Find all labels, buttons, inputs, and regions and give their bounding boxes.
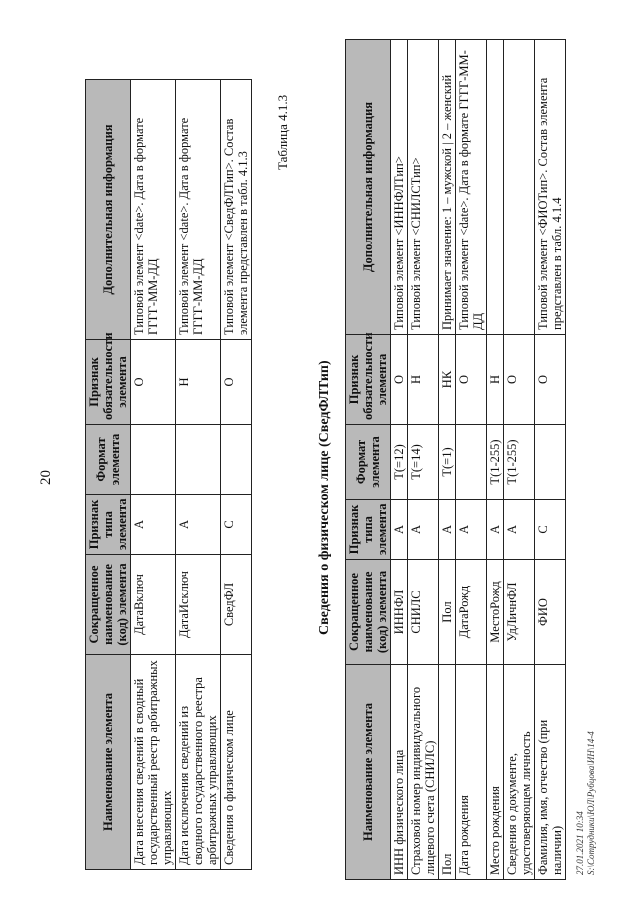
header-cell: Наименование элемента xyxy=(346,665,391,880)
table-row xyxy=(391,40,408,880)
table-cell: А xyxy=(176,495,221,555)
table-cell: С xyxy=(535,500,566,560)
table-cell: Н xyxy=(487,335,504,425)
table-row xyxy=(221,80,252,870)
header-cell: Дополнительная информация xyxy=(86,80,131,340)
header-cell: Признак обязательности элемента xyxy=(346,335,391,425)
table-cell: МестоРожд xyxy=(487,560,504,665)
table-cell: О xyxy=(456,335,487,425)
table-cell: ИНН физического лица xyxy=(391,665,408,880)
table-cell: А xyxy=(131,495,176,555)
table-row xyxy=(504,40,535,880)
table-cell: Типовой элемент <date>. Дата в формате ГГГГ-ММ-ДД xyxy=(176,80,221,340)
table-cell: Фамилия, имя, отчество (при наличии) xyxy=(535,665,566,880)
table-cell: А xyxy=(456,500,487,560)
table-cell: А xyxy=(391,500,408,560)
table-cell xyxy=(176,425,221,495)
table-row xyxy=(439,40,456,880)
table-cell: T(1-255) xyxy=(504,425,535,500)
header-cell: Признак типа элемента xyxy=(86,495,131,555)
table-cell: Типовой элемент <СНИЛСТип> xyxy=(408,40,439,335)
table-cell: НК xyxy=(439,335,456,425)
table-cell: ИННФЛ xyxy=(391,560,408,665)
table-cell xyxy=(535,425,566,500)
table-cell: А xyxy=(408,500,439,560)
table-cell: T(=12) xyxy=(391,425,408,500)
table-cell: Типовой элемент <ИННФЛТип> xyxy=(391,40,408,335)
table-cell: СведФЛ xyxy=(221,555,252,655)
table-cell xyxy=(504,40,535,335)
table-cell: Дата внесения сведений в сводный государственный реестр арбитражных управляющих xyxy=(131,655,176,870)
footer-path: S:\Сотрудники\ЮЛ\Рубцова\ИН\14-4 xyxy=(586,731,596,875)
table-cell: ДатаРожд xyxy=(456,560,487,665)
table-cell xyxy=(131,425,176,495)
table-cell: Типовой элемент <date>. Дата в формате ГГГГ-ММ-ДД xyxy=(131,80,176,340)
table-cell: О xyxy=(221,340,252,425)
table-cell: Дата рождения xyxy=(456,665,487,880)
page-number: 20 xyxy=(38,470,54,485)
table-cell: Сведения о документе, удостоверяющем личность xyxy=(504,665,535,880)
table-row xyxy=(408,40,439,880)
table-cell: Н xyxy=(176,340,221,425)
table-cell xyxy=(487,40,504,335)
table-row xyxy=(535,40,566,880)
table-cell xyxy=(456,425,487,500)
table-cell: Н xyxy=(408,335,439,425)
table-cell: Пол xyxy=(439,665,456,880)
table-cell: ДатаВключ xyxy=(131,555,176,655)
table-top xyxy=(85,79,252,870)
table-cell: Принимает значение: 1 – мужской | 2 – женский xyxy=(439,40,456,335)
header-cell: Признак обязательности элемента xyxy=(86,340,131,425)
table-cell: О xyxy=(391,335,408,425)
table-number: Таблица 4.1.3 xyxy=(275,94,290,170)
table-row xyxy=(176,80,221,870)
table-cell: О xyxy=(535,335,566,425)
table-header-row xyxy=(86,80,131,870)
table-cell: А xyxy=(504,500,535,560)
table-cell: Сведения о физическом лице xyxy=(221,655,252,870)
header-cell: Сокращенное наименование (код) элемента xyxy=(346,560,391,665)
table-cell: Типовой элемент <СведФЛТип>. Состав элемента представлен в табл. 4.1.3 xyxy=(221,80,252,340)
header-cell: Дополнительная информация xyxy=(346,40,391,335)
table-cell: T(=14) xyxy=(408,425,439,500)
table-cell: T(1-255) xyxy=(487,425,504,500)
header-cell: Формат элемента xyxy=(346,425,391,500)
table-cell: А xyxy=(487,500,504,560)
table-cell: С xyxy=(221,495,252,555)
header-cell: Сокращенное наименование (код) элемента xyxy=(86,555,131,655)
table-header-row xyxy=(346,40,391,880)
table-cell: О xyxy=(504,335,535,425)
table-cell: Типовой элемент <ФИОТип>. Состав элемента представлен в табл. 4.1.4 xyxy=(535,40,566,335)
table-cell: УдЛичнФЛ xyxy=(504,560,535,665)
table-row xyxy=(131,80,176,870)
table-cell: ДатаИсключ xyxy=(176,555,221,655)
table-cell: А xyxy=(439,500,456,560)
table-cell: T(=1) xyxy=(439,425,456,500)
table-cell: О xyxy=(131,340,176,425)
table-cell: Дата исключения сведений из сводного государственного реестра арбитражных управляющих xyxy=(176,655,221,870)
header-cell: Формат элемента xyxy=(86,425,131,495)
footer xyxy=(575,731,597,875)
footer-timestamp: 27.01.2021 10:34 xyxy=(575,811,585,875)
header-cell: Наименование элемента xyxy=(86,655,131,870)
table-cell: Типовой элемент <date>. Дата в формате ГГГГ-ММ-ДД xyxy=(456,40,487,335)
table-cell: ФИО xyxy=(535,560,566,665)
table-row xyxy=(456,40,487,880)
table-row xyxy=(487,40,504,880)
table-cell: Место рождения xyxy=(487,665,504,880)
header-cell: Признак типа элемента xyxy=(346,500,391,560)
table-cell: СНИЛС xyxy=(408,560,439,665)
table-physical-person xyxy=(345,39,566,880)
table-cell xyxy=(221,425,252,495)
table-cell: Страховой номер индивидуального лицевого счета (СНИЛС) xyxy=(408,665,439,880)
table-cell: Пол xyxy=(439,560,456,665)
table-subtitle: Сведения о физическом лице (СведФЛТип) xyxy=(317,360,332,635)
